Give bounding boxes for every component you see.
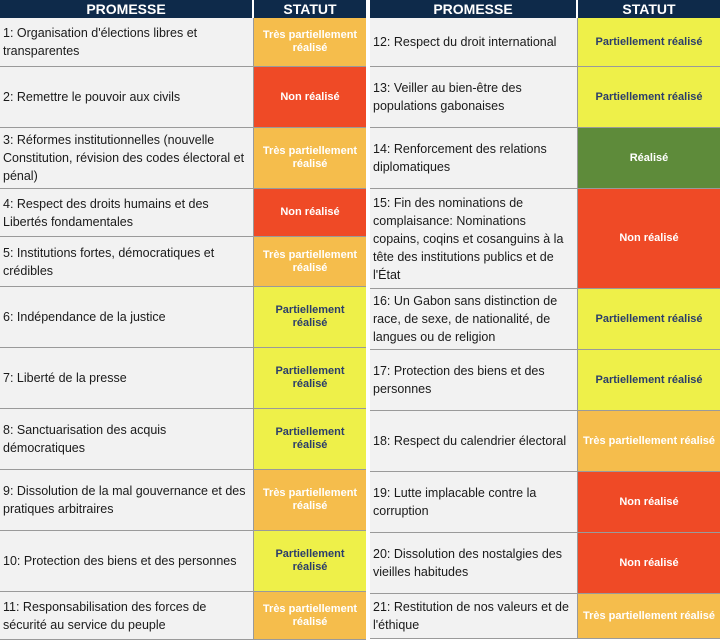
right-table	[370, 0, 720, 639]
left-rows	[0, 18, 366, 640]
status-badge: Partiellement réalisé	[578, 350, 720, 410]
table-row	[0, 531, 366, 592]
promise-cell: 17: Protection des biens et des personnes	[370, 350, 578, 410]
status-badge: Non réalisé	[254, 67, 366, 127]
status-badge: Partiellement réalisé	[254, 409, 366, 469]
header-promesse: PROMESSE	[0, 0, 254, 18]
status-badge: Très partiellement réalisé	[578, 594, 720, 638]
promise-cell: 2: Remettre le pouvoir aux civils	[0, 67, 254, 127]
table-row	[370, 472, 720, 533]
right-header	[370, 0, 720, 18]
promise-cell: 12: Respect du droit international	[370, 18, 578, 66]
status-badge: Partiellement réalisé	[254, 287, 366, 347]
header-statut: STATUT	[622, 1, 676, 17]
table-row	[370, 350, 720, 411]
promise-cell: 7: Liberté de la presse	[0, 348, 254, 408]
promise-cell: 13: Veiller au bien-être des populations gabonaises	[370, 67, 578, 127]
right-rows	[370, 18, 720, 639]
promise-cell: 16: Un Gabon sans distinction de race, de sexe, de nationalité, de langues ou de religion	[370, 289, 578, 349]
table-row	[370, 411, 720, 472]
promise-cell: 8: Sanctuarisation des acquis démocratiques	[0, 409, 254, 469]
table-row	[0, 128, 366, 189]
status-badge: Très partiellement réalisé	[254, 128, 366, 188]
status-badge: Partiellement réalisé	[578, 67, 720, 127]
promise-cell: 14: Renforcement des relations diplomatiques	[370, 128, 578, 188]
table-row	[370, 533, 720, 594]
left-header	[0, 0, 366, 18]
table-row	[0, 189, 366, 237]
table-row	[370, 128, 720, 189]
promise-cell: 10: Protection des biens et des personnes	[0, 531, 254, 591]
table-row	[370, 67, 720, 128]
status-badge: Partiellement réalisé	[578, 289, 720, 349]
promise-cell: 21: Restitution de nos valeurs et de l'éthique	[370, 594, 578, 638]
status-badge: Partiellement réalisé	[578, 18, 720, 66]
table-row	[0, 287, 366, 348]
promise-cell: 11: Responsabilisation des forces de sécurité au service du peuple	[0, 592, 254, 639]
promise-cell: 20: Dissolution des nostalgies des vieilles habitudes	[370, 533, 578, 593]
status-badge: Non réalisé	[254, 189, 366, 236]
table-row	[0, 592, 366, 640]
promise-cell: 1: Organisation d'élections libres et transparentes	[0, 18, 254, 66]
promise-cell: 5: Institutions fortes, démocratiques et crédibles	[0, 237, 254, 286]
status-badge: Très partiellement réalisé	[254, 592, 366, 639]
status-badge: Non réalisé	[578, 533, 720, 593]
status-badge: Partiellement réalisé	[254, 348, 366, 408]
status-badge: Réalisé	[578, 128, 720, 188]
promise-cell: 3: Réformes institutionnelles (nouvelle Constitution, révision des codes électoral et pénal)	[0, 128, 254, 188]
promise-cell: 4: Respect des droits humains et des Libertés fondamentales	[0, 189, 254, 236]
status-badge: Très partiellement réalisé	[578, 411, 720, 471]
table-row	[0, 67, 366, 128]
status-badge: Non réalisé	[578, 472, 720, 532]
table-row	[0, 237, 366, 287]
table-row	[370, 594, 720, 639]
promise-cell: 15: Fin des nominations de complaisance: Nominations copains, coqins et cosanguins à la tête des institutions publics et de l'État	[370, 189, 578, 288]
status-badge: Très partiellement réalisé	[254, 237, 366, 286]
table-row	[0, 409, 366, 470]
header-statut: STATUT	[283, 1, 337, 17]
table-row	[0, 470, 366, 531]
status-badge: Très partiellement réalisé	[254, 470, 366, 530]
table-row	[370, 289, 720, 350]
promise-cell: 9: Dissolution de la mal gouvernance et des pratiques arbitraires	[0, 470, 254, 530]
promise-cell: 19: Lutte implacable contre la corruption	[370, 472, 578, 532]
table-row	[0, 348, 366, 409]
header-promesse: PROMESSE	[370, 0, 578, 18]
promise-cell: 18: Respect du calendrier électoral	[370, 411, 578, 471]
status-badge: Partiellement réalisé	[254, 531, 366, 591]
status-badge: Non réalisé	[578, 189, 720, 288]
table-row	[370, 189, 720, 289]
promise-cell: 6: Indépendance de la justice	[0, 287, 254, 347]
status-badge: Très partiellement réalisé	[254, 18, 366, 66]
table-row	[0, 18, 366, 67]
table-row	[370, 18, 720, 67]
